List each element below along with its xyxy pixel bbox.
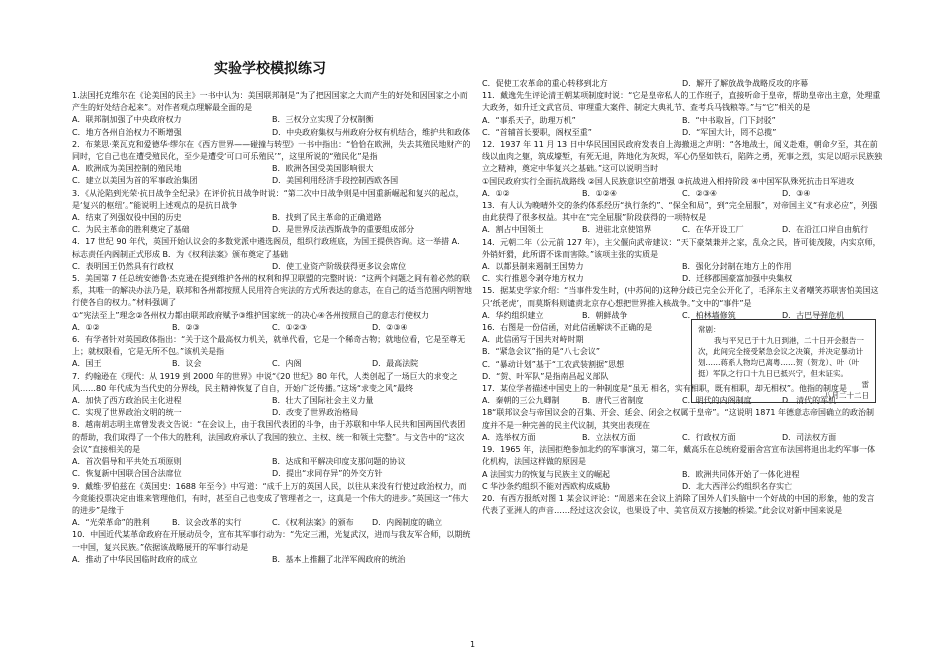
question-text: ①“宪法至上”理念②各州权力都由联邦政府赋予③维护国家统一的决心④各州按照自己的意志行使权力 [72, 310, 429, 320]
option: D．②③④ [372, 322, 408, 332]
option: A．欧洲成为美国控制的殖民地 [72, 164, 182, 174]
option: B．②③ [172, 322, 200, 332]
option: A．联邦制加强了中央政府权力 [72, 115, 182, 125]
question-text: 8．越南胡志明主席曾发表文告说：“在会议上，由于我国代表团的斗争，由于苏联和中华人民共和国两国代表团的帮助，我们取得了一个伟大的胜利，法国政府承认了我国的独立、主权、统一和领土完整”。与文告中的“这次会议”直接相关的是 [72, 420, 466, 454]
option: B．议会改革的实行 [172, 518, 242, 528]
letter-signature: 雷 [861, 380, 869, 389]
option: A．①② [482, 188, 510, 198]
question-text: 10．中国近代某革命政府在开展动员令，宣布其军事行动为：“先定三湘，光复武汉，进而与我友军合师，以期统一中国，复兴民族。”依据该战略展开的军事行动是 [72, 530, 471, 552]
question-text: 2．布莱思·莱瓦克和爱德华·缪尔在《西方世界——碰撞与转型》一书中指出：“恰恰在欧洲，失去其殖民地财产的同时，它自己也在遭受殖民化，至少是遭受‘可口可乐殖民’”，这里所说的“殖民化”是指 [72, 139, 471, 162]
option: B．达成和平解决印度支那问题的协议 [272, 457, 406, 467]
option-row [482, 78, 882, 90]
option: A．“事系天子，助理万机” [482, 115, 576, 125]
option: B．欧洲各国受美国影响很大 [272, 164, 374, 174]
option-row [72, 175, 472, 187]
option: C．恢复新中国联合国合法席位 [72, 469, 182, 479]
option: B．“中书取旨，门下封驳” [682, 115, 776, 125]
option: C．建立以美国为首的军事政治集团 [72, 176, 198, 186]
option: C．“首辅首长要职，阁权至重” [482, 127, 592, 137]
option: C．促使工农革命的重心转移到北方 [482, 79, 608, 88]
option: D．解开了解放战争战略反攻的序幕 [682, 79, 809, 88]
option: A．加快了西方政治民主化进程 [72, 396, 182, 406]
question-text: B．“紧急会议”指的是“八七会议” [482, 347, 601, 357]
option: A．割占中国领土 [482, 225, 544, 235]
option: B．议会 [172, 359, 202, 369]
option: A．推动了中华民国临时政府的成立 [72, 554, 198, 564]
question-text: 11．戴逸先生评论清王朝某项制度时说：“它是皇帝私人的工作班子，直接听命于皇帝，帮助皇帝出主意，处理重大政务，如升迁文武官员、审理重大案件、制定大典礼节、查考兵马钱粮等。”与“它”相关的是 [482, 91, 881, 113]
option: C．柏林墙修筑 [682, 310, 736, 320]
option: C 华沙条约组织不能对西欧构成威胁 [482, 481, 611, 491]
option: D．使工业资产阶级获得更多议会席位 [272, 261, 407, 271]
option: D．美国利用经济手段控制西欧各国 [272, 176, 399, 186]
question-text: D．“贺、叶军队”是指南昌起义部队 [482, 371, 609, 381]
option-row [72, 224, 472, 236]
option: C．《权利法案》的颁布 [272, 518, 354, 528]
option-row [482, 224, 882, 236]
option: A．“光荣革命”的胜利 [72, 518, 150, 528]
option-row [72, 358, 472, 370]
option: C．①②③ [272, 322, 308, 332]
option-row [482, 127, 882, 139]
option-row [72, 212, 472, 224]
question-text: 13．有人认为晚晴外交的条约体系经历“执行条约”、“保全和局”，到“完全屈服”，对帝国主义“有求必应”，列强由此获得了很多权益。其中在“完全屈服”阶段获得的一项特权是 [482, 201, 878, 223]
option: C．在华开设工厂 [682, 225, 744, 235]
option: D．古巴导弹危机 [782, 310, 845, 320]
question-text: 15．据某史学家介绍：“当事件发生时，(中苏间的)这种分歧已完全公开化了，毛泽东主义者嘲笑苏联害怕美国这只‘纸老虎’，而莫斯科则谴责北京存心想把世界推入核战争。”文中的“事件”是 [482, 286, 879, 308]
option: C．表明国王仍然具有行政权 [72, 261, 174, 271]
question-text: ①国民政府实行全面抗战路线 ②国人民族意识空前增强 ③抗战进入相持阶段 ④中国军队殊死抗击日军进攻 [482, 176, 855, 186]
option-row [72, 127, 472, 139]
option: D．③④ [782, 188, 811, 198]
question-text: 12．1937 年 11 月 13 日中华民国国民政府发表自上海撤退之声明：“各地战士，闻义赴难，朝命夕至，其在前线以血肉之躯，筑成壕堑，有死无退，阵地化为灰烬，军心仍坚如铁石，陷阵之勇，死事之烈，实足以昭示民族独立之精神，奠定中华复兴之基础。”这可以说明当时 [482, 140, 882, 174]
question-text: 4．17 世纪 90 年代，英国开始认议会的多数党派中遴选阁员，组织行政班底，为国王提供咨询。这一举措 A．标志责任内阁制正式形成 B．为《权利法案》颁布奠定了基础 [72, 237, 466, 259]
question-text: 3．《从沦陷到光荣·抗日战争全纪录》在评价抗日战争时说：“第二次中日战争则是中国重新崛起和复兴的起点，是‘复兴的枢纽’。”能说明上述观点的是抗日战争 [72, 188, 464, 210]
letter-salutation: 常剧： [698, 325, 721, 334]
option: C．②③④ [682, 188, 718, 198]
option: D．司法权方面 [782, 432, 837, 442]
option-row [72, 517, 472, 529]
question-text: A．此信函写于国共对峙时期 [482, 335, 584, 345]
question-text: 14．元朝二年（公元前 127 年），主父偃向武帝建议：“天下豪桀兼并之家，乱众之民，皆可徙茂陵，内实京师，外销奸猾，此所谓不诛而害除。”该项主张的实质是 [482, 237, 881, 259]
question-text: 19．1965 年，法国拒绝参加北约的军事演习，第二年，戴高乐在总统府爱丽舍宫宣布法国将退出北约军事一体化机构，法国这样做的原因是 [482, 445, 876, 467]
option: A．首次倡导和平共处五项原则 [72, 457, 182, 467]
option: B．进驻北京使馆界 [582, 225, 652, 235]
option-row [482, 261, 882, 273]
option-row [72, 163, 472, 175]
option: B．基本上推翻了北洋军阀政府的统治 [272, 554, 406, 564]
option: B．欧洲共同体开始了一体化进程 [682, 469, 800, 479]
option: D．在沿江口岸自由航行 [782, 225, 869, 235]
option-row [72, 456, 472, 468]
question-text: 20．有西方报纸对图 1 某会议评论：“周恩来在会议上消除了国外人们头脑中一个好战的中国的形象，他的发言代表了亚洲人的声音……经过这次会议，也果设了中、美官员双方接触的桥梁。”此会议对新中国来说是 [482, 493, 875, 516]
option: D．中央政府集权与州政府分权有机结合，维护共和政体 [272, 127, 471, 137]
option: A．秦朝的三公九卿制 [482, 396, 560, 406]
option: A．华约组织建立 [482, 310, 544, 320]
option: A．以都县制来遏制王国势力 [482, 262, 584, 272]
option: B．朝鲜战争 [582, 310, 628, 320]
option-row [482, 273, 882, 285]
option: A．结束了列强奴役中国的历史 [72, 213, 182, 223]
option: D．最高法院 [372, 359, 419, 369]
option-row [72, 261, 472, 273]
option: C．实现了世界政治文明的统一 [72, 408, 182, 418]
option: B．①②④ [582, 188, 618, 198]
option: D．迁移郡国豪富加强中央集权 [682, 274, 793, 284]
option-row [482, 481, 882, 493]
question-text: 18“联邦议会与帝国议会的召集、开会、延会、闭会之权属于皇帝”。“这说明 1871 年德意志帝国确立的政治制度并不是一种完善的民主代议制，其突出表现在 [482, 408, 875, 430]
option: D．是世界反法西斯战争的重要组成部分 [272, 225, 415, 235]
option: B．强化分封制在地方上的作用 [682, 262, 792, 272]
letter-figure [691, 319, 876, 403]
question-text: 16．右图是一份信函，对此信函解读不正确的是 [482, 323, 653, 333]
page-title: 实验学校模拟练习 [214, 61, 326, 77]
option: D．提出“求同存异”的外交方针 [272, 469, 383, 479]
option-row [482, 469, 882, 481]
page-number: 1 [470, 640, 476, 649]
option: C．地方各州自治权力不断增强 [72, 127, 182, 137]
option-row [72, 114, 472, 126]
question-text: 17．某位学者描述中国史上的一种制度是“虽无 相名，实有相职，既有相职，却无相权”。他指的制度是 [482, 384, 848, 394]
question-text: 1.法国托克维尔在《论美国的民主》一书中认为：美国联邦制是“为了把因国家之大而产生的好处和因国家之小而产生的好处结合起来”。对作者观点理解最全面的是 [72, 91, 468, 113]
question-text: 6．有学者针对英国政体指出：“关于这个最高权力机关，就单代看，它是一个稀奇古物；就地位看，它是至尊无上；就权限看，它是无所不包。”该机关是指 [72, 335, 466, 357]
option: B．三权分立实现了分权制衡 [272, 115, 374, 125]
option: B．唐代三省制度 [582, 396, 644, 406]
option: D．改变了世界政治格局 [272, 408, 359, 418]
question-text: C．“暴动计划”基于“工农武装割据”思想 [482, 359, 625, 369]
letter-date: 八月二十二日 [824, 391, 869, 400]
question-text: 5．美国第 7 任总统安德鲁·杰克逊在提到维护各州的权利和捍卫联盟的完整时说：“这两个问题之间有着必然的联系，其唯一的解决办法乃是，联邦和各州都按照人民用符合宪法的方式所表达的意志，在自己的适当范围内明智地行使各自的权力。”材料强调了 [72, 274, 472, 308]
option: D．“军国大计，罔不总揽” [682, 127, 777, 137]
option: B．找到了民主革命的正确道路 [272, 213, 382, 223]
option-row [482, 432, 882, 444]
option-row [482, 115, 882, 127]
option: D．内阁制度的确立 [372, 518, 443, 528]
right-column [482, 78, 882, 517]
option: A 法国实力的恢复与民族主义的崛起 [482, 469, 611, 479]
question-text: 9．戴维·罗伯兹在《英国史：1688 年至今》中写道：“成千上万的英国人民，以往从来没有行使过政治权力，而今竟能投票决定由谁来管理他们，有时，甚至自己也变成了管理者之一，这真是一个伟大的进步。”英国这一“伟大的进步”是缘于 [72, 481, 469, 515]
left-column [72, 90, 472, 566]
option: D．北大西洋公约组织名存实亡 [682, 481, 793, 491]
option-row [72, 322, 472, 334]
option-row [72, 407, 472, 419]
option: B．壮大了国际社会主义力量 [272, 396, 374, 406]
option: C．内阁 [272, 359, 302, 369]
option-row [72, 395, 472, 407]
option: A．①② [72, 322, 100, 332]
option-row [72, 468, 472, 480]
option: B．立法权方面 [582, 432, 636, 442]
option: D．清代的军机 [782, 396, 837, 406]
option: C．实行推恩令剥夺地方权力 [482, 274, 584, 284]
option: A．国王 [72, 359, 102, 369]
option-row [72, 554, 472, 566]
option-row [482, 188, 882, 200]
option: C．行政权方面 [682, 432, 736, 442]
option: C．明代的内阁制度 [682, 396, 752, 406]
option: C．为民主革命的胜利奠定了基础 [72, 225, 190, 235]
question-text: 7．约翰逊在《现代：从 1919 到 2000 年的世界》中说“《20 世纪》80 年代，人类创起了一场巨大的求变之风……80 年代成为当代史的分界线，民主精神恢复了自自，开始广泛传播。”这场“求变之风”最终 [72, 371, 458, 393]
option: A．选举权方面 [482, 432, 536, 442]
letter-body: 我与平兄已于十九日到港，二十日开会报告一次，此间完全接受紧急会议之决策，并决定暴动计划……蒋系人物均已离粤……贺（贺龙）、叶（叶挺）军队之行口十九日已抵兴宁，但未证实。 [698, 336, 864, 378]
